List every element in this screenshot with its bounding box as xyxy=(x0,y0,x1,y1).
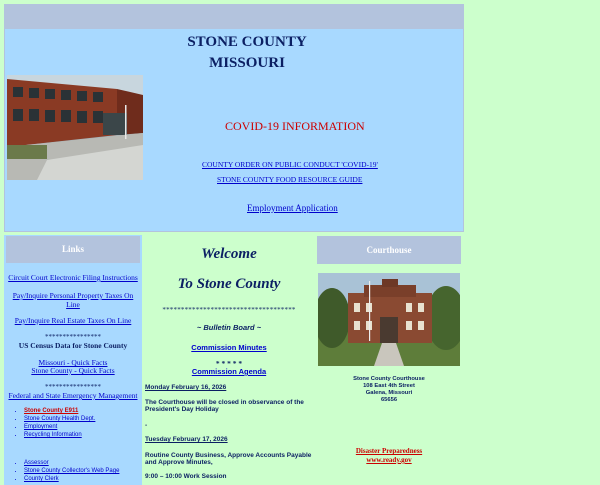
health-dept-link[interactable]: Stone County Health Dept. xyxy=(24,416,96,422)
courthouse-zip: 65656 xyxy=(380,397,398,403)
agenda-item xyxy=(143,367,315,376)
list-item xyxy=(24,459,119,467)
emergency-item xyxy=(4,391,142,400)
e911-link[interactable]: Stone County E911 xyxy=(24,408,79,414)
top-banner-strip xyxy=(4,4,464,28)
list-item xyxy=(24,423,95,431)
ready-gov-link[interactable]: www.ready.gov xyxy=(366,456,412,464)
site-title-line2: MISSOURI xyxy=(209,55,285,71)
county-building-photo xyxy=(7,75,143,180)
links-header: Links xyxy=(6,236,140,263)
courthouse-city: Galena, Missouri xyxy=(365,390,413,396)
list-item xyxy=(24,407,95,415)
disaster-item xyxy=(317,447,461,456)
food-resource-guide-link[interactable]: STONE COUNTY FOOD RESOURCE GUIDE xyxy=(217,175,363,184)
separator-dash: - xyxy=(145,422,148,429)
stone-facts-item xyxy=(4,366,142,375)
commission-minutes-link[interactable]: Commission Minutes xyxy=(191,343,267,352)
separator-stars: **************** xyxy=(45,333,101,341)
missouri-quick-facts-link[interactable]: Missouri - Quick Facts xyxy=(38,358,108,367)
courthouse-name: Stone County Courthouse xyxy=(353,376,425,382)
site-title-line1: STONE COUNTY xyxy=(187,34,307,50)
recycling-link[interactable]: Recycling Information xyxy=(24,432,82,438)
employment-application-link[interactable]: Employment Application xyxy=(247,203,338,213)
collector-link[interactable]: Stone County Collector's Web Page xyxy=(24,468,120,474)
assessor-link[interactable]: Assessor xyxy=(24,460,49,466)
circuit-court-item xyxy=(4,273,142,282)
courthouse-photo xyxy=(318,273,460,366)
personal-property-tax-link[interactable]: Pay/Inquire Personal Property Taxes On Line xyxy=(12,291,134,309)
separator-stars: **************** xyxy=(45,383,101,391)
real-estate-tax-item xyxy=(4,316,142,325)
list-item xyxy=(24,475,119,483)
separator-stars: ************************************ xyxy=(162,306,296,314)
personal-tax-item xyxy=(4,291,142,309)
list-item xyxy=(24,415,95,423)
welcome-heading: Welcome xyxy=(201,246,257,262)
real-estate-tax-link[interactable]: Pay/Inquire Real Estate Taxes On Line xyxy=(14,316,132,325)
bulletin-note-1: The Courthouse will be closed in observance of the President's Day Holiday xyxy=(145,399,304,413)
courthouse-header: Courthouse xyxy=(317,236,461,264)
emergency-management-link[interactable]: Federal and State Emergency Management xyxy=(8,391,138,400)
list-item xyxy=(24,431,95,439)
office-links-list xyxy=(12,459,119,483)
local-links-list xyxy=(12,407,95,439)
circuit-court-link[interactable]: Circuit Court Electronic Filing Instructions xyxy=(8,273,138,282)
date-heading-2: Tuesday February 17, 2026 xyxy=(145,436,228,443)
ready-gov-item xyxy=(317,456,461,465)
date-heading-1: Monday February 16, 2026 xyxy=(145,384,227,391)
welcome-column xyxy=(143,235,315,485)
employment-link[interactable]: Employment xyxy=(24,424,58,430)
bulletin-board-heading: ~ Bulletin Board ~ xyxy=(196,323,262,332)
site-header xyxy=(4,28,464,232)
stone-county-quick-facts-link[interactable]: Stone County - Quick Facts xyxy=(31,366,115,375)
county-order-link[interactable]: COUNTY ORDER ON PUBLIC CONDUCT 'COVID-19' xyxy=(202,160,378,169)
disaster-preparedness-link[interactable]: Disaster Preparedness xyxy=(355,447,423,455)
covid-info-link[interactable]: COVID-19 INFORMATION xyxy=(225,119,365,133)
bulletin-note-3: 9:00 – 10:00 Work Session xyxy=(145,473,227,480)
separator-dots: * * * * * xyxy=(215,359,243,368)
bulletin-note-2: Routine County Business, Approve Accounts Payable and Approve Minutes, xyxy=(145,452,312,466)
courthouse-street: 108 East 4th Street xyxy=(363,383,415,389)
county-clerk-link[interactable]: County Clerk xyxy=(24,476,59,482)
census-heading: US Census Data for Stone County xyxy=(18,341,128,350)
to-county-heading: To Stone County xyxy=(177,276,281,292)
commission-agenda-link[interactable]: Commission Agenda xyxy=(191,367,267,376)
list-item xyxy=(24,467,119,475)
minutes-item xyxy=(143,343,315,352)
links-sidebar xyxy=(4,235,142,485)
